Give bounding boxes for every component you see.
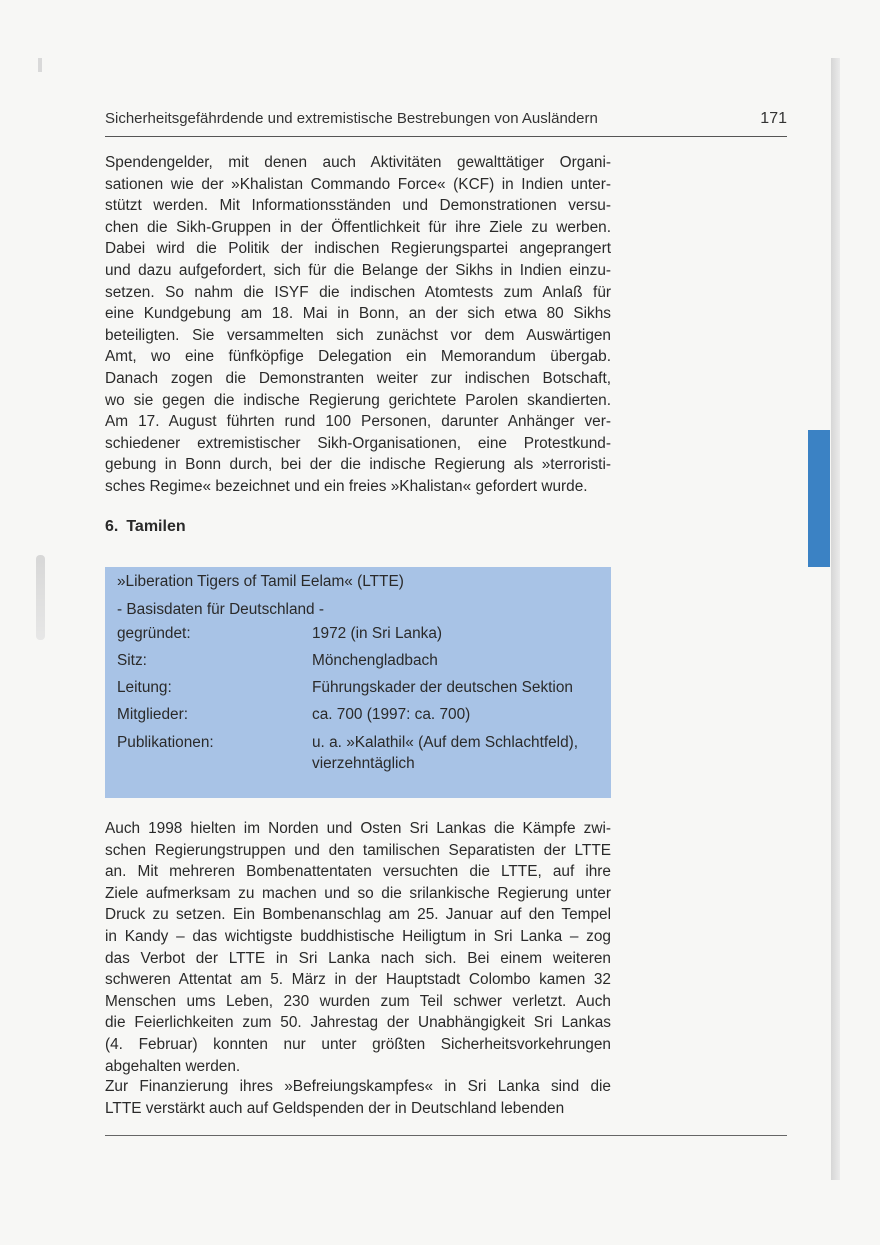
text-line: wo sie gegen die indische Regierung gerichtete Parolen skandierten. bbox=[105, 391, 611, 409]
text-line: Ziele aufmerksam zu machen und so die srilankische Regierung unter bbox=[105, 884, 611, 902]
info-value bbox=[312, 732, 599, 775]
text-line: chen die Sikh-Gruppen in der Öffentlichkeit für ihre Ziele zu werben. bbox=[105, 218, 611, 236]
info-box-subtitle: - Basisdaten für Deutschland - bbox=[117, 600, 325, 618]
text-line: an. Mit mehreren Bombenattentaten versuchten die LTTE, auf ihre bbox=[105, 863, 611, 881]
info-row-leadership bbox=[117, 677, 599, 699]
info-label: Publikationen: bbox=[117, 733, 214, 751]
text-line: Danach zogen die Demonstranten weiter zur indischen Botschaft, bbox=[105, 369, 611, 387]
info-row-founded bbox=[117, 623, 599, 645]
text-line: Menschen ums Leben, 230 wurden zum Teil schwer verletzt. Auch bbox=[105, 992, 611, 1010]
running-header bbox=[105, 110, 787, 128]
text-line: schiedener extremistischer Sikh-Organisationen, eine Protestkund- bbox=[105, 434, 611, 452]
header-rule bbox=[105, 136, 787, 137]
text-line: sationen wie der »Khalistan Commando Force« (KCF) in Indien unter- bbox=[105, 175, 611, 193]
text-line: (4. Februar) konnten nur unter größten Sicherheitsvorkehrungen bbox=[105, 1035, 611, 1053]
text-line: gebung in Bonn durch, bei der die indische Regierung als »terroristi- bbox=[105, 456, 611, 474]
scan-smudge bbox=[36, 555, 45, 640]
info-value: 1972 (in Sri Lanka) bbox=[312, 625, 443, 643]
info-label: Mitglieder: bbox=[117, 706, 188, 724]
text-line: Druck zu setzen. Ein Bombenanschlag am 25. Januar auf den Tempel bbox=[105, 906, 611, 924]
paragraph-ltte-funding bbox=[105, 1076, 611, 1119]
ltte-info-box bbox=[105, 567, 611, 798]
scan-mark bbox=[38, 58, 42, 72]
text-line: in Kandy – das wichtigste buddhistische Heiligtum in Sri Lanka – zog bbox=[105, 927, 611, 945]
text-line: Dabei wird die Politik der indischen Regierungspartei angeprangert bbox=[105, 240, 611, 258]
text-line: Spendengelder, mit denen auch Aktivitäten gewalttätiger Organi- bbox=[105, 154, 611, 171]
info-value: ca. 700 (1997: ca. 700) bbox=[312, 706, 471, 724]
text-line: setzen. So nahm die ISYF die indischen Atomtests zum Anlaß für bbox=[105, 283, 611, 301]
info-value: Mönchengladbach bbox=[312, 652, 438, 670]
text-line: abgehalten werden. bbox=[105, 1057, 241, 1075]
text-line: Auch 1998 hielten im Norden und Osten Sri Lankas die Kämpfe zwi- bbox=[105, 820, 611, 837]
page-number: 171 bbox=[760, 110, 787, 127]
info-label: gegründet: bbox=[117, 625, 191, 643]
text-line: stützt werden. Mit Informationsständen und Demonstrationen versu- bbox=[105, 197, 611, 215]
text-line: Am 17. August führten rund 100 Personen, darunter Anhänger ver- bbox=[105, 413, 611, 431]
info-row-members bbox=[117, 704, 599, 726]
info-value-line: vierzehntäglich bbox=[312, 755, 415, 773]
running-title: Sicherheitsgefährdende und extremistische Bestrebungen von Ausländern bbox=[105, 110, 598, 127]
text-line: Amt, wo eine fünfköpfige Delegation ein Memorandum übergab. bbox=[105, 348, 611, 366]
text-line: LTTE verstärkt auch auf Geldspenden der in Deutschland lebenden bbox=[105, 1099, 565, 1117]
section-title: 6. Tamilen bbox=[105, 518, 186, 535]
info-label: Leitung: bbox=[117, 679, 172, 697]
info-value: Führungskader der deutschen Sektion bbox=[312, 679, 573, 697]
paragraph-ltte-attacks bbox=[105, 818, 611, 1077]
thumb-index-tab bbox=[808, 430, 830, 567]
info-row-publications bbox=[117, 732, 599, 775]
text-line: sches Regime« bezeichnet und ein freies »Khalistan« gefordert wurde. bbox=[105, 477, 588, 495]
footer-rule bbox=[105, 1135, 787, 1136]
text-line: schen Regierungstruppen und den tamilischen Separatisten der LTTE bbox=[105, 841, 611, 859]
info-value-line: u. a. »Kalathil« (Auf dem Schlachtfeld), bbox=[312, 733, 579, 751]
text-line: und dazu aufgefordert, sich für die Belange der Sikhs in Indien einzu- bbox=[105, 261, 611, 279]
paragraph-sikh-activities bbox=[105, 152, 611, 498]
text-line: das Verbot der LTTE in Sri Lanka nach sich. Bei einem weiteren bbox=[105, 949, 611, 967]
info-row-seat bbox=[117, 650, 599, 672]
info-box-title: »Liberation Tigers of Tamil Eelam« (LTTE) bbox=[117, 573, 404, 590]
text-line: die Feierlichkeiten zum 50. Jahrestag der Unabhängigkeit Sri Lankas bbox=[105, 1014, 611, 1032]
text-line: schweren Attentat am 5. März in der Hauptstadt Colombo kamen 32 bbox=[105, 971, 611, 989]
text-line: eine Kundgebung am 18. Mai in Bonn, an der sich etwa 80 Sikhs bbox=[105, 305, 611, 323]
info-label: Sitz: bbox=[117, 652, 147, 670]
page-edge bbox=[831, 58, 840, 1180]
text-line: beteiligten. Sie versammelten sich zunächst vor dem Auswärtigen bbox=[105, 326, 611, 344]
text-line: Zur Finanzierung ihres »Befreiungskampfes« in Sri Lanka sind die bbox=[105, 1078, 611, 1095]
